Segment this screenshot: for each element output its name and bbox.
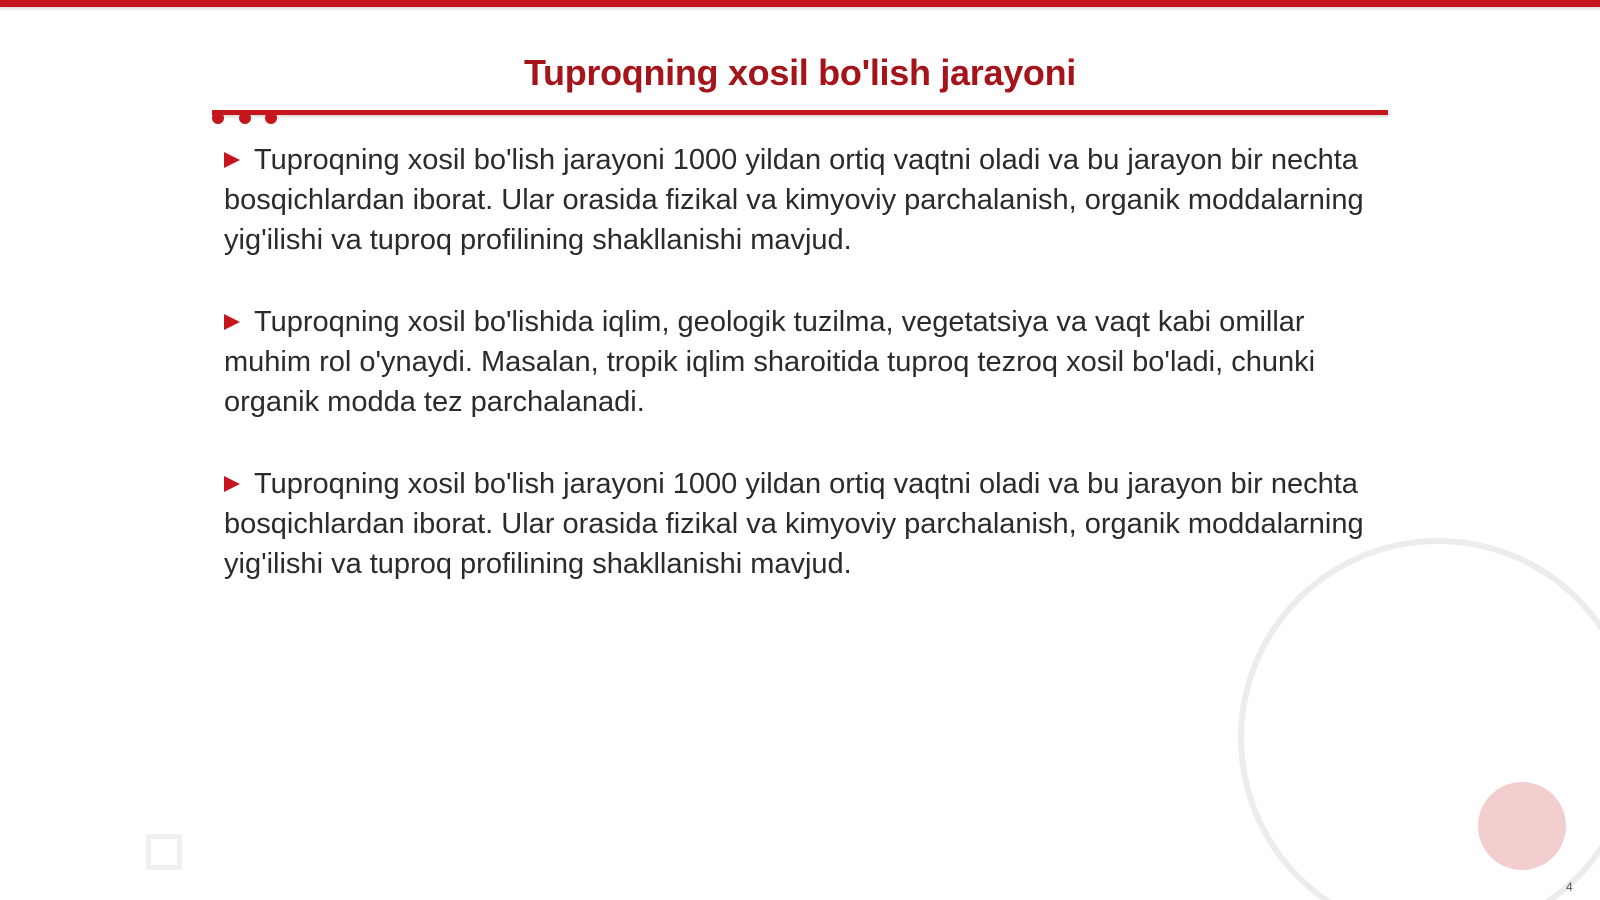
slide-title: Tuproqning xosil bo'lish jarayoni	[523, 52, 1077, 93]
triangle-right-icon	[224, 476, 240, 492]
title-underline	[212, 110, 1388, 115]
top-accent-bar	[0, 0, 1600, 7]
bullet-paragraph	[224, 464, 1374, 584]
decor-dot	[265, 112, 277, 124]
bullet-text: Tuproqning xosil bo'lish jarayoni 1000 yildan ortiq vaqtni oladi va bu jarayon bir nechta bosqichlardan iborat. Ular orasida fizikal va kimyoviy parchalanish, organik moddalarning yig'ilishi va tuproq profilining shakllanishi mavjud.	[224, 144, 1364, 256]
bullet-paragraph	[224, 140, 1374, 260]
triangle-right-icon	[224, 314, 240, 330]
decor-pink-circle	[1478, 782, 1566, 870]
decor-square	[146, 834, 182, 870]
bullet-text: Tuproqning xosil bo'lish jarayoni 1000 yildan ortiq vaqtni oladi va bu jarayon bir nechta bosqichlardan iborat. Ular orasida fizikal va kimyoviy parchalanish, organik moddalarning yig'ilishi va tuproq profilining shakllanishi mavjud.	[224, 468, 1364, 580]
page-number: 4	[1566, 880, 1573, 894]
triangle-right-icon	[224, 152, 240, 168]
bullet-paragraph	[224, 302, 1374, 422]
slide-content	[224, 140, 1374, 626]
bullet-text: Tuproqning xosil bo'lishida iqlim, geologik tuzilma, vegetatsiya va vaqt kabi omillar muhim rol o'ynaydi. Masalan, tropik iqlim sharoitida tuproq tezroq xosil bo'ladi, chunki organik modda tez parchalanadi.	[224, 306, 1316, 418]
decor-dot	[212, 112, 224, 124]
decor-dot	[239, 112, 251, 124]
